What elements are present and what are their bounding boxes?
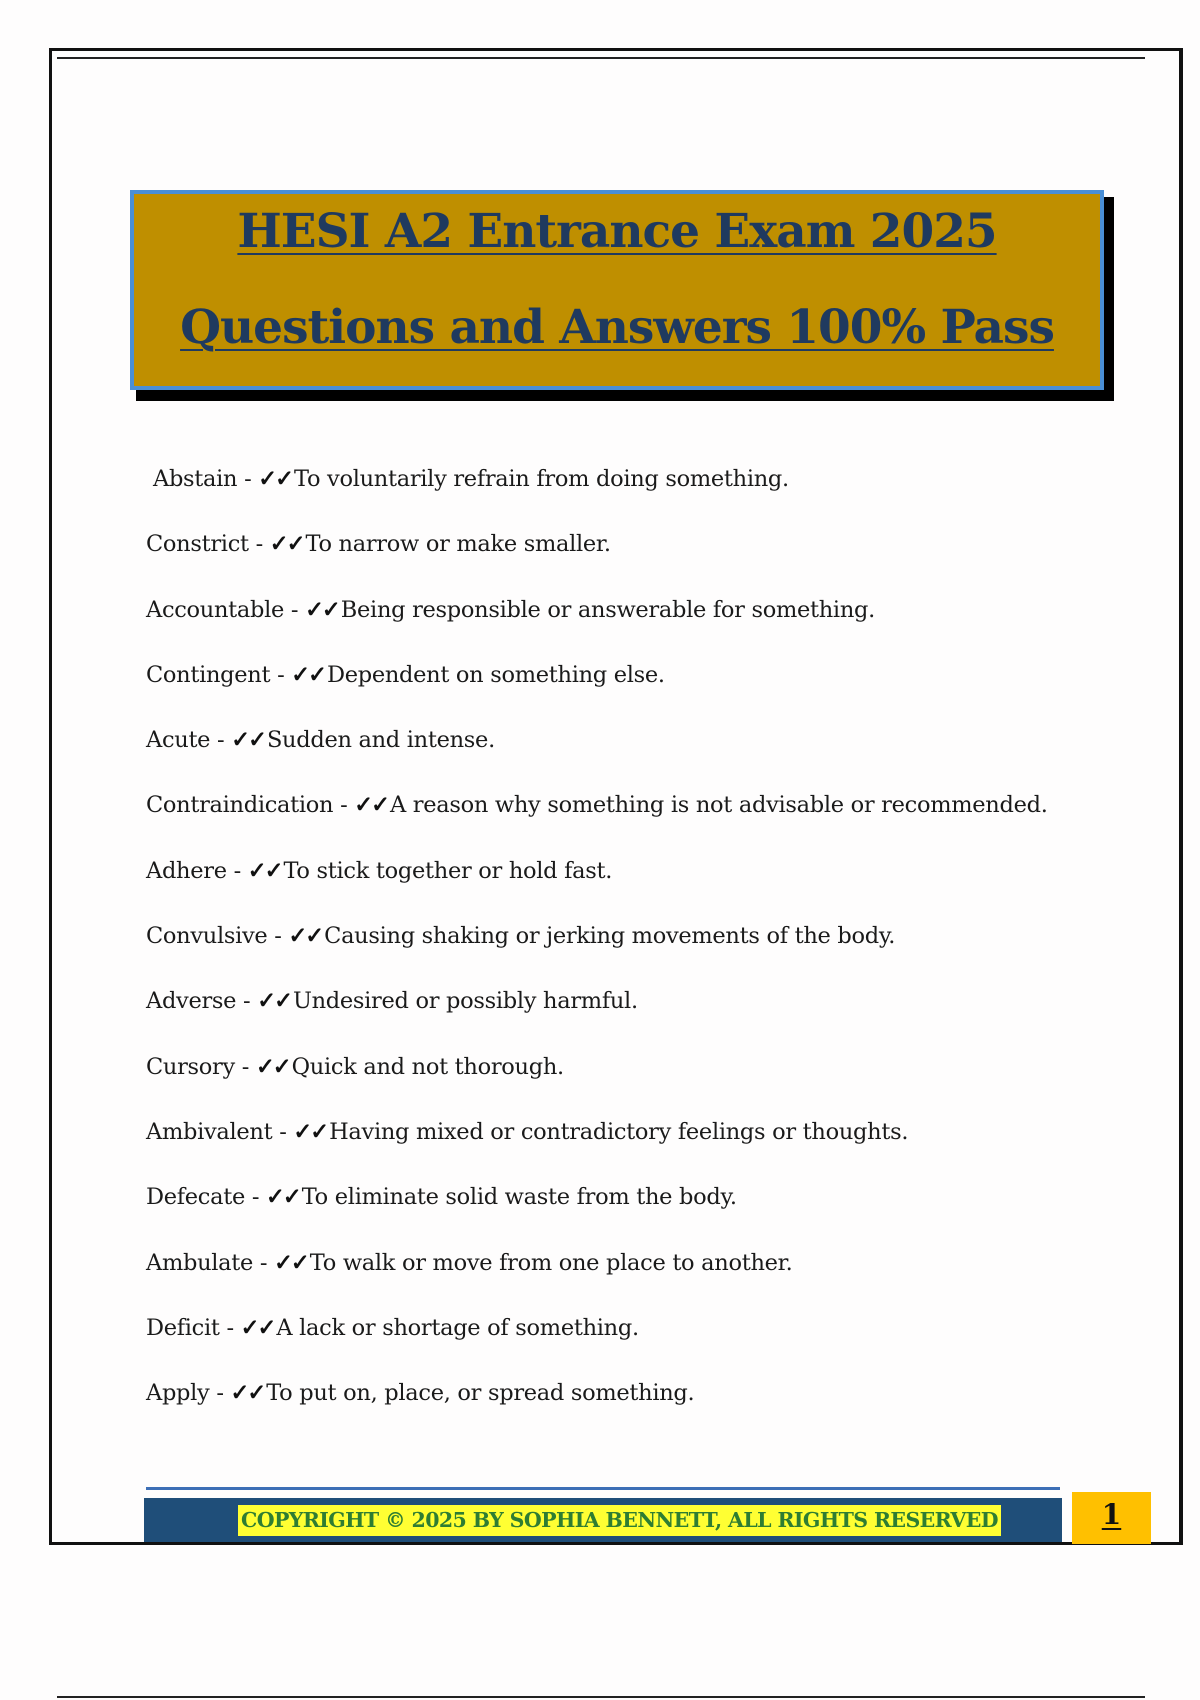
entry-definition: To narrow or make smaller. <box>305 531 611 558</box>
entry-definition: Having mixed or contradictory feelings or thoughts. <box>329 1118 909 1145</box>
entry-separator: - <box>248 531 270 558</box>
entry-definition: Undesired or possibly harmful. <box>292 988 638 1015</box>
glossary-entry <box>146 465 1086 530</box>
entry-term: Convulsive <box>146 923 268 950</box>
double-check-icon: ✓✓ <box>305 596 339 623</box>
entry-term: Deficit <box>146 1314 220 1341</box>
glossary-entry <box>146 857 1086 922</box>
entry-definition: A reason why something is not advisable or recommended. <box>389 792 1048 819</box>
entry-term: Contingent <box>146 661 271 688</box>
title-box <box>130 190 1104 390</box>
entry-term: Ambivalent <box>146 1118 273 1145</box>
double-check-icon: ✓✓ <box>231 727 265 754</box>
bottom-rule <box>57 1696 1145 1698</box>
entry-separator: - <box>210 727 232 754</box>
entry-term: Adhere <box>146 857 227 884</box>
entry-separator: - <box>219 1314 241 1341</box>
title-line-1: HESI A2 Entrance Exam 2025 <box>237 204 997 259</box>
copyright-notice: COPYRIGHT © 2025 BY SOPHIA BENNETT, ALL RIGHTS RESERVED <box>238 1505 1001 1536</box>
entry-definition: To voluntarily refrain from doing something. <box>293 466 789 492</box>
entry-separator: - <box>253 1249 275 1276</box>
glossary-entry <box>146 791 1086 856</box>
entry-separator: - <box>333 792 355 819</box>
glossary-entry <box>146 1379 1086 1444</box>
glossary-entry <box>146 987 1086 1052</box>
glossary-entry <box>146 1053 1086 1118</box>
double-check-icon: ✓✓ <box>258 466 292 492</box>
glossary-entry <box>146 661 1086 726</box>
entry-definition: A lack or shortage of something. <box>276 1314 639 1341</box>
double-check-icon: ✓✓ <box>247 857 282 884</box>
entry-separator: - <box>284 596 306 623</box>
glossary-entry <box>146 596 1086 661</box>
double-check-icon: ✓✓ <box>293 1118 328 1145</box>
entry-term: Adverse <box>146 988 237 1015</box>
entry-definition: To stick together or hold fast. <box>283 857 613 884</box>
entry-term: Acute <box>146 727 211 754</box>
double-check-icon: ✓✓ <box>266 1184 300 1211</box>
entry-term: Constrict <box>146 531 249 558</box>
glossary-entry <box>146 922 1086 987</box>
footer-rule <box>146 1487 1060 1490</box>
double-check-icon: ✓✓ <box>269 531 304 558</box>
double-check-icon: ✓✓ <box>240 1314 275 1341</box>
page-number-box <box>1072 1492 1151 1544</box>
entry-definition: To eliminate solid waste from the body. <box>301 1184 737 1211</box>
entry-term: Contraindication <box>146 792 334 819</box>
entry-term: Abstain <box>153 466 238 492</box>
entry-term: Apply <box>146 1380 210 1407</box>
entry-separator: - <box>226 857 248 884</box>
entry-definition: Causing shaking or jerking movements of the body. <box>324 923 896 950</box>
entry-definition: To put on, place, or spread something. <box>266 1380 695 1407</box>
entry-definition: Being responsible or answerable for something. <box>340 596 875 623</box>
page-number: 1 <box>1101 1498 1122 1531</box>
glossary-list <box>146 465 1086 1444</box>
entry-term: Cursory <box>146 1053 235 1080</box>
double-check-icon: ✓✓ <box>257 988 291 1015</box>
entry-separator: - <box>244 1184 266 1211</box>
entry-definition: Sudden and intense. <box>266 727 495 754</box>
double-check-icon: ✓✓ <box>230 1380 265 1407</box>
entry-term: Ambulate <box>146 1249 254 1276</box>
entry-separator: - <box>237 466 259 492</box>
glossary-entry <box>146 726 1086 791</box>
entry-separator: - <box>236 988 258 1015</box>
glossary-entry <box>146 1314 1086 1379</box>
double-check-icon: ✓✓ <box>354 792 388 819</box>
entry-definition: Dependent on something else. <box>326 661 665 688</box>
entry-term: Defecate <box>146 1184 245 1211</box>
top-rule <box>57 57 1145 59</box>
double-check-icon: ✓✓ <box>274 1249 308 1276</box>
entry-separator: - <box>272 1118 294 1145</box>
glossary-entry <box>146 1249 1086 1314</box>
entry-separator: - <box>267 923 289 950</box>
entry-separator: - <box>270 661 292 688</box>
entry-separator: - <box>234 1053 256 1080</box>
double-check-icon: ✓✓ <box>255 1053 290 1080</box>
entry-term: Accountable <box>146 596 285 623</box>
entry-separator: - <box>209 1380 231 1407</box>
double-check-icon: ✓✓ <box>291 661 325 688</box>
title-line-2: Questions and Answers 100% Pass <box>180 300 1054 355</box>
glossary-entry <box>146 530 1086 595</box>
double-check-icon: ✓✓ <box>288 923 323 950</box>
entry-definition: To walk or move from one place to another. <box>309 1249 793 1276</box>
glossary-entry <box>146 1183 1086 1248</box>
glossary-entry <box>146 1118 1086 1183</box>
entry-definition: Quick and not thorough. <box>291 1053 564 1080</box>
